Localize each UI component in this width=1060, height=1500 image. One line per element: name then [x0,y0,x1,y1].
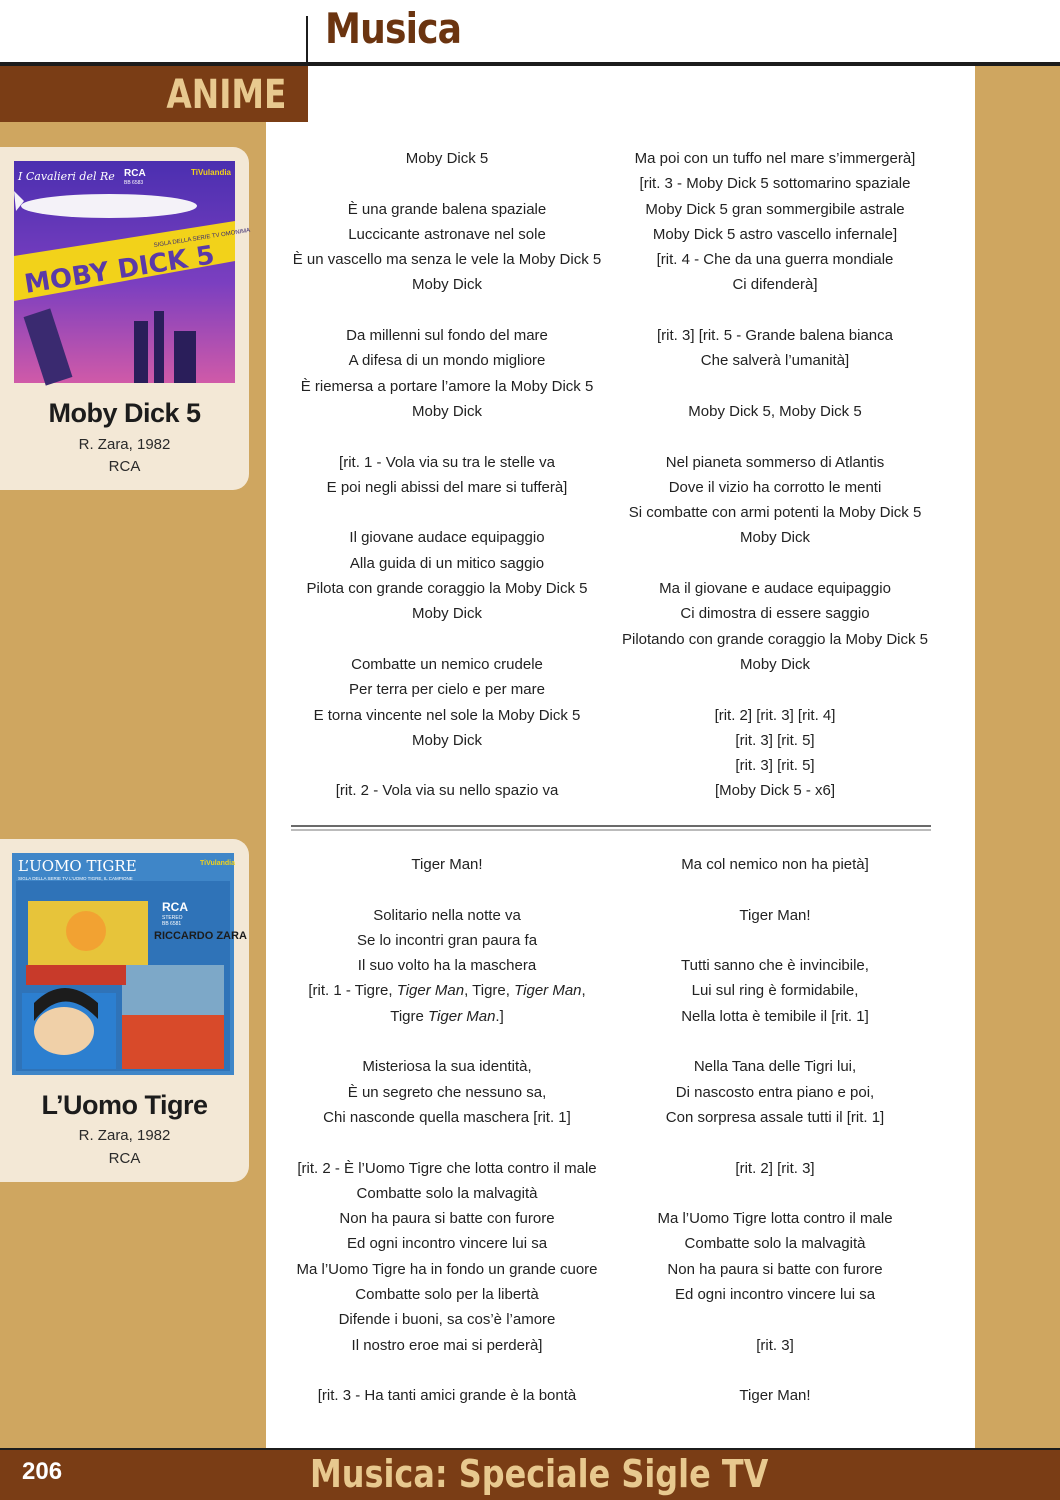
lyric-line: Tiger Man! [739,906,811,924]
lyric-line: [rit. 3] [rit. 5] [735,757,815,775]
lyric-line: Ed ogni incontro vincere lui sa [346,1235,548,1253]
song-title: L’Uomo Tigre [41,1090,208,1120]
lyric-line: Ma l’Uomo Tigre lotta contro il male [657,1210,893,1228]
lyric-line: [rit. 2 - È l’Uomo Tigre che lotta contro il male [297,1159,597,1177]
lyric-line: È un vascello ma senza le vele la Moby Dick 5 [292,251,602,269]
lyric-line: Dove il vizio ha corrotto le menti [668,478,882,496]
lyric-line: Se lo incontri gran paura fa [356,931,538,949]
lyric-line: Il nostro eroe mai si perderà] [351,1336,543,1354]
category-label: ANIME [165,72,286,118]
lyric-line: Non ha paura si batte con furore [667,1260,883,1278]
lyric-line: Moby Dick [411,731,482,749]
lyric-line: Per terra per cielo e per mare [349,681,545,699]
lyric-blank-line [282,1358,612,1383]
lyric-line: Tiger Man! [411,856,483,873]
lyric-line: [rit. 4 - Che da una guerra mondiale [656,251,894,269]
right-gold-panel [975,66,1060,1450]
lyric-line: Non ha paura si batte con furore [339,1210,555,1228]
song-divider [291,825,931,831]
lyric-blank-line [610,1358,940,1383]
category-band [0,66,308,122]
song-title: Moby Dick 5 [48,398,201,428]
lyric-line: Moby Dick 5, Moby Dick 5 [688,402,862,420]
cover-subtitle: SIGLA DELLA SERIE TV L’UOMO TIGRE, IL CAMPIONE [18,876,133,881]
lyric-line: Nella Tana delle Tigri lui, [693,1058,857,1076]
lyric-line: Ma col nemico non ha pietà] [681,856,869,873]
cover-banner-text: MOBY DICK 5 [22,240,217,300]
lyric-line: Da millenni sul fondo del mare [346,327,548,345]
page-number: 206 [22,1458,63,1485]
song-credit: R. Zara, 1982 [78,436,171,453]
lyrics-column-right [610,852,940,1409]
lyric-line: Tiger Man! [739,1387,811,1405]
song-label: RCA [108,458,141,475]
lyric-blank-line [282,171,612,196]
cover-brand: RCA [124,168,146,179]
lyric-line: È riemersa a portare l’amore la Moby Dick 5 [300,377,594,395]
lyric-line: Combatte un nemico crudele [351,655,543,673]
section-title: Musica [325,4,462,53]
lyric-line: Pilotando con grande coraggio la Moby Dick 5 [621,630,928,648]
lyric-line: È una grande balena spaziale [347,200,547,218]
album-cover-art [12,853,247,1075]
footer-title: Musica: Speciale Sigle TV [310,1452,769,1496]
lyric-line: Moby Dick 5 astro vascello infernale] [652,225,898,243]
lyric-line: Luccicante astronave nel sole [348,225,546,243]
lyric-line: Ci difenderà] [732,276,818,294]
lyric-line: Moby Dick [739,529,810,547]
lyric-line: Di nascosto entra piano e poi, [675,1083,875,1101]
lyric-blank-line [610,298,940,323]
lyrics-column-right [610,146,940,804]
lyric-line: È un segreto che nessuno sa, [347,1083,547,1101]
lyric-line: Moby Dick [739,655,810,673]
lyric-line: Ci dimostra di essere saggio [680,605,870,623]
lyrics-column-left [282,146,612,804]
lyric-blank-line [610,551,940,576]
lyric-blank-line [610,928,940,953]
lyric-line: Che salverà l’umanità] [700,352,850,370]
lyric-blank-line [610,1029,940,1054]
lyric-blank-line [282,627,612,652]
lyric-line: [rit. 2] [rit. 3] [rit. 4] [714,706,836,724]
lyric-line: [rit. 2 - Vola via su nello spazio va [335,782,559,800]
lyric-blank-line [610,424,940,449]
lyric-blank-line [610,374,940,399]
lyric-line: Tutti sanno che è invincibile, [681,957,869,975]
lyric-blank-line [610,1130,940,1155]
lyric-line: E poi negli abissi del mare si tufferà] [326,478,568,496]
lyric-blank-line [282,500,612,525]
album-cover-uomo-tigre [12,853,247,1075]
lyric-line: Con sorpresa assale tutti il [rit. 1] [665,1108,885,1126]
lyric-line: [rit. 2] [rit. 3] [735,1159,815,1177]
lyric-line: [Moby Dick 5 - x6] [714,782,836,800]
lyric-line: [rit. 3] [756,1336,794,1354]
lyric-blank-line [282,298,612,323]
lyrics-column-left [282,852,612,1409]
cover-top-text: I Cavalieri del Re [18,170,115,183]
lyric-line: Solitario nella notte va [373,906,521,924]
lyric-blank-line [282,877,612,902]
lyric-line: Ma l’Uomo Tigre ha in fondo un grande cuore [296,1260,598,1278]
lyric-line: Chi nasconde quella maschera [rit. 1] [323,1108,571,1126]
cover-subtitle: SIGLA DELLA SERIE TV OMONIMA [153,227,251,249]
cover-stereo: STEREO [162,915,183,921]
lyric-line: Nel pianeta sommerso di Atlantis [665,453,885,471]
lyric-line: [rit. 3 - Ha tanti amici grande è la bontà [317,1387,577,1405]
song-credit: R. Zara, 1982 [78,1127,171,1144]
cover-artist: RICCARDO ZARA [154,930,247,942]
lyric-blank-line [610,877,940,902]
footer-band [0,1450,1060,1500]
cover-top-text: L’UOMO TIGRE [18,857,137,875]
song-card-moby-dick [0,147,249,490]
header-divider [306,16,308,66]
lyric-line: [rit. 3 - Moby Dick 5 sottomarino spaziale [639,175,911,193]
lyric-line: [rit. 3] [rit. 5] [735,731,815,749]
cover-series-brand: TiVulandia [191,168,232,177]
lyric-line: Il giovane audace equipaggio [349,529,545,547]
lyric-blank-line [610,1307,940,1332]
lyric-blank-line [282,753,612,778]
lyric-line: Combatte solo per la libertà [355,1286,539,1304]
song-label: RCA [108,1150,141,1167]
lyric-blank-line [282,424,612,449]
cover-code: BB 6583 [124,180,144,186]
lyric-line: Si combatte con armi potenti la Moby Dick 5 [628,504,922,522]
lyric-line: E torna vincente nel sole la Moby Dick 5 [313,706,581,724]
lyric-line: Moby Dick 5 [405,150,489,167]
lyric-line: Lui sul ring è formidabile, [691,982,859,1000]
lyric-blank-line [282,1029,612,1054]
lyric-line: [rit. 1 - Tigre, Tiger Man, Tigre, Tiger Man, [308,982,586,1000]
lyric-line: Tigre Tiger Man.] [390,1007,504,1025]
lyric-line: Pilota con grande coraggio la Moby Dick 5 [306,580,588,598]
lyric-line: Alla guida di un mitico saggio [349,554,545,572]
lyric-line: A difesa di un mondo migliore [348,352,546,370]
lyric-line: Ma poi con un tuffo nel mare s’immergerà] [634,150,916,167]
lyric-line: Moby Dick [411,402,482,420]
lyric-line: [rit. 3] [rit. 5 - Grande balena bianca [657,327,893,345]
lyric-line: Nella lotta è temibile il [rit. 1] [681,1007,869,1025]
album-cover-art [14,161,251,383]
lyric-line: Misteriosa la sua identità, [362,1058,532,1076]
lyric-blank-line [610,677,940,702]
lyric-line: Moby Dick 5 gran sommergibile astrale [645,200,905,218]
lyric-line: Combatte solo la malvagità [356,1184,538,1202]
lyric-line: Moby Dick [411,605,482,623]
song-card-uomo-tigre [0,839,249,1182]
cover-brand: RCA [162,900,188,914]
lyric-line: Combatte solo la malvagità [684,1235,866,1253]
lyric-line: Difende i buoni, sa cos’è l’amore [338,1311,556,1329]
lyric-line: Ed ogni incontro vincere lui sa [674,1286,876,1304]
lyric-line: [rit. 1 - Vola via su tra le stelle va [339,453,555,471]
cover-series-brand: TiVulandia [200,860,236,867]
lyric-line: Ma il giovane e audace equipaggio [659,580,891,598]
lyric-blank-line [610,1181,940,1206]
lyric-blank-line [282,1130,612,1155]
lyric-line: Moby Dick [411,276,482,294]
album-cover-moby-dick [14,161,251,383]
lyric-line: Il suo volto ha la maschera [357,957,537,975]
cover-code: BB 6581 [162,921,182,927]
whale-shape [21,194,197,218]
